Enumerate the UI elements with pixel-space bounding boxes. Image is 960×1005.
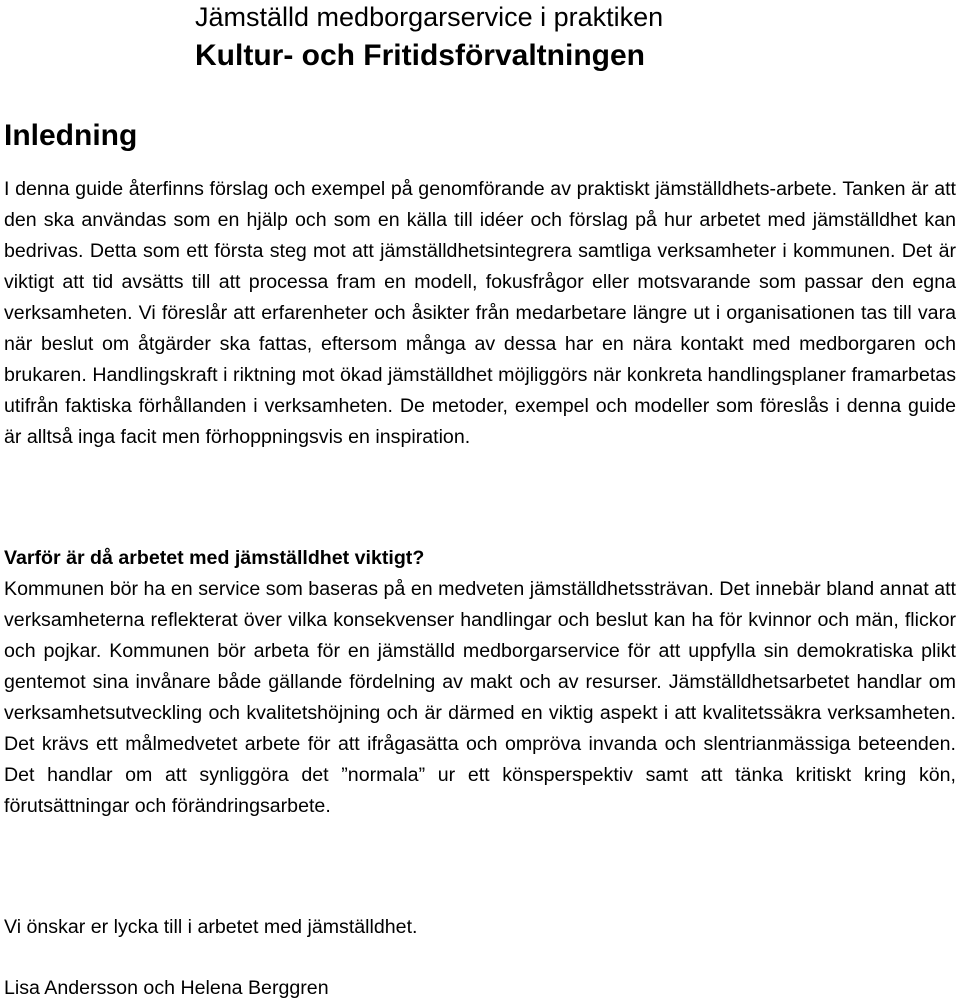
intro-paragraph: I denna guide återfinns förslag och exempel på genomförande av praktiskt jämställdhets-arbete. Tanken är att den ska användas som en hjälp och som en källa till idéer och förslag på hur arbetet med jämställdhet kan bedrivas. Detta som ett första steg mot att jämställdhetsintegrera samtliga verksamheter i kommunen. Det är viktigt att tid avsätts till att processa fram en modell, fokusfrågor eller motsvarande som passar den egna verksamheten. Vi föreslår att erfarenheter och åsikter från medarbetare längre ut i organisationen tas till vara när beslut om åtgärder ska fattas, eftersom många av dessa har en nära kontakt med medborgaren och brukaren. Handlingskraft i riktning mot ökad jämställdhet möjliggörs när konkreta handlingsplaner framarbetas utifrån faktiska förhållanden i verksamheten. De metoder, exempel och modeller som föreslås i denna guide är alltså inga facit men förhoppningsvis en inspiration.: [4, 178, 956, 448]
section-heading-inledning: Inledning: [4, 119, 138, 152]
document-subtitle: Jämställd medborgarservice i praktiken: [195, 2, 664, 32]
document-header: [195, 2, 663, 74]
signature-line: Lisa Andersson och Helena Berggren: [4, 977, 329, 999]
why-heading: Varför är då arbetet med jämställdhet viktigt?: [4, 547, 425, 569]
why-paragraph: Kommunen bör ha en service som baseras på en medveten jämställdhetssträvan. Det innebär bland annat att verksamheterna reflekterat över vilka konsekvenser handlingar och beslut kan ha för kvinnor och män, flickor och pojkar. Kommunen bör arbeta för en jämställd medborgarservice för att uppfylla sin demokratiska plikt gentemot sina invånare både gällande fördelning av makt och av resurser. Jämställdhetsarbetet handlar om verksamhetsutveckling och kvalitetshöjning och är därmed en viktig aspekt i att kvalitetssäkra verksamheten. Det krävs ett målmedvetet arbete för att ifrågasätta och ompröva invanda och slentrianmässiga beteenden. Det handlar om att synliggöra det ”normala” ur ett könsperspektiv samt att tänka kritiskt kring kön, förutsättningar och förändringsarbete.: [4, 578, 956, 817]
document-title: Kultur- och Fritidsförvaltningen: [195, 39, 645, 72]
closing-paragraph: Vi önskar er lycka till i arbetet med jämställdhet.: [4, 916, 418, 938]
